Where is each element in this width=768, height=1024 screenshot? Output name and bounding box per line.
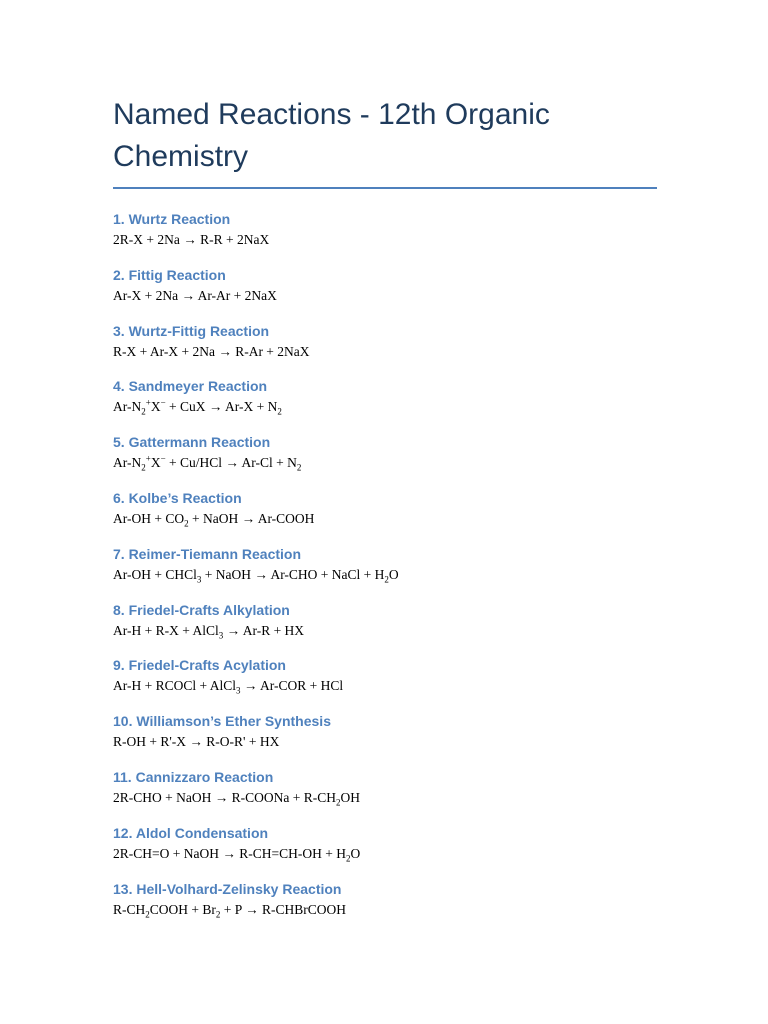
- equation-text: OH: [340, 789, 360, 805]
- reaction-item: [113, 767, 657, 823]
- subscript: 2: [141, 407, 146, 418]
- reaction-item: [113, 544, 657, 600]
- reaction-equation: [113, 341, 657, 363]
- equation-text: Ar-OH + CHCl: [113, 566, 197, 582]
- reaction-name: 8. Friedel-Crafts Alkylation: [113, 601, 290, 618]
- equation-text: + NaOH → Ar-COOH: [188, 510, 315, 526]
- equation-text: → Ar-COR + HCl: [240, 678, 344, 694]
- reaction-item: [113, 432, 657, 488]
- reaction-equation: [113, 229, 657, 251]
- subscript: 2: [296, 462, 302, 473]
- reaction-item: [113, 265, 657, 321]
- reaction-name: 5. Gattermann Reaction: [113, 434, 271, 451]
- reaction-name: 2. Fittig Reaction: [113, 266, 226, 283]
- reaction-equation: [113, 675, 657, 697]
- equation-text: X: [150, 455, 161, 471]
- equation-text: R-X + Ar-X + 2Na → R-Ar + 2NaX: [113, 343, 310, 359]
- subscript: 2: [384, 574, 389, 585]
- subscript: 2: [345, 853, 351, 864]
- reaction-name: 7. Reimer-Tiemann Reaction: [113, 545, 302, 562]
- reaction-equation: [113, 564, 657, 586]
- equation-text: + P → R-CHBrCOOH: [220, 901, 347, 917]
- reaction-item: [113, 655, 657, 711]
- reaction-item: [113, 823, 657, 879]
- superscript: +: [145, 397, 151, 408]
- subscript: 2: [141, 462, 146, 473]
- subscript: 2: [145, 909, 150, 920]
- equation-text: + CuX → Ar-X + N: [165, 399, 278, 415]
- reaction-item: [113, 321, 657, 377]
- superscript: −: [160, 397, 166, 408]
- subscript: 2: [277, 407, 282, 418]
- equation-text: Ar-X + 2Na → Ar-Ar + 2NaX: [113, 287, 277, 303]
- equation-text: Ar-N: [113, 455, 142, 471]
- reaction-equation: [113, 452, 657, 474]
- reaction-item: [113, 711, 657, 767]
- equation-text: Ar-H + RCOCl + AlCl: [113, 678, 236, 694]
- reaction-item: [113, 488, 657, 544]
- superscript: +: [145, 453, 151, 464]
- reaction-equation: [113, 843, 657, 865]
- equation-text: → Ar-R + HX: [223, 622, 305, 638]
- equation-text: R-CH: [113, 901, 146, 917]
- reaction-equation: [113, 899, 657, 921]
- reaction-name: 9. Friedel-Crafts Acylation: [113, 657, 286, 674]
- reaction-name: 13. Hell-Volhard-Zelinsky Reaction: [113, 880, 342, 897]
- equation-text: 2R-X + 2Na → R-R + 2NaX: [113, 232, 270, 247]
- reaction-item: [113, 879, 657, 935]
- reaction-name: 10. Williamson’s Ether Synthesis: [113, 713, 331, 730]
- equation-text: COOH + Br: [149, 901, 216, 917]
- subscript: 2: [184, 518, 189, 529]
- subscript: 3: [218, 630, 224, 641]
- reaction-equation: [113, 396, 657, 418]
- equation-text: Ar-OH + CO: [113, 510, 185, 526]
- equation-text: 2R-CH=O + NaOH → R-CH=CH-OH + H: [113, 845, 346, 861]
- reaction-item: [113, 209, 657, 265]
- reaction-item: [113, 600, 657, 656]
- equation-text: O: [388, 566, 399, 582]
- equation-text: + NaOH → Ar-CHO + NaCl + H: [201, 566, 385, 582]
- reaction-equation: [113, 620, 657, 642]
- reaction-equation: [113, 731, 657, 753]
- reaction-name: 4. Sandmeyer Reaction: [113, 378, 268, 395]
- page-title: Named Reactions - 12th Organic Chemistry: [113, 98, 550, 173]
- subscript: 2: [335, 797, 341, 808]
- reaction-list: [113, 209, 657, 934]
- reaction-name: 6. Kolbe’s Reaction: [113, 489, 242, 506]
- equation-text: X: [150, 399, 161, 415]
- subscript: 3: [196, 574, 202, 585]
- equation-text: Ar-N: [113, 399, 142, 415]
- subscript: 2: [215, 909, 221, 920]
- equation-text: Ar-H + R-X + AlCl: [113, 622, 219, 638]
- equation-text: + Cu/HCl → Ar-Cl + N: [165, 455, 297, 471]
- reaction-item: [113, 376, 657, 432]
- reaction-equation: [113, 285, 657, 307]
- reaction-name: 3. Wurtz-Fittig Reaction: [113, 322, 270, 339]
- reaction-equation: [113, 508, 657, 530]
- reaction-name: 1. Wurtz Reaction: [113, 211, 231, 227]
- reaction-equation: [113, 787, 657, 809]
- reaction-name: 12. Aldol Condensation: [113, 824, 269, 841]
- subscript: 3: [235, 686, 241, 697]
- superscript: −: [160, 453, 166, 464]
- reaction-name: 11. Cannizzaro Reaction: [113, 768, 274, 785]
- equation-text: O: [350, 845, 361, 861]
- equation-text: R-OH + R'-X → R-O-R' + HX: [113, 734, 280, 750]
- title-divider: [113, 187, 657, 189]
- document-page: [113, 94, 657, 934]
- equation-text: 2R-CHO + NaOH → R-COONa + R-CH: [113, 789, 336, 805]
